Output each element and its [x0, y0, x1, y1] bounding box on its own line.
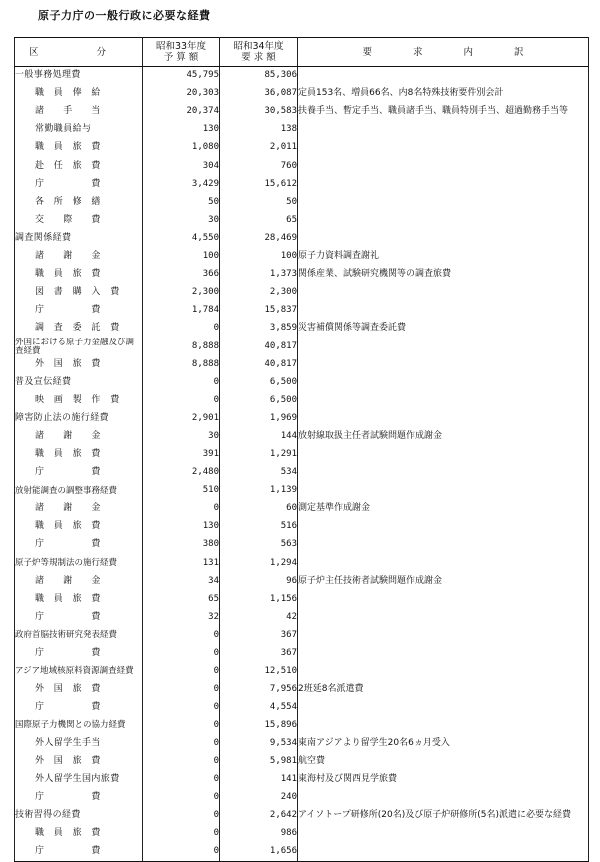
- row-fy33-amount: 0: [143, 500, 220, 518]
- row-fy33-amount: 131: [143, 554, 220, 572]
- row-fy33-amount: 2,300: [143, 284, 220, 302]
- row-fy34-amount: 563: [220, 536, 298, 554]
- row-fy34-amount: 144: [220, 428, 298, 446]
- row-breakdown: 原子力資料調査謝礼: [298, 247, 589, 265]
- row-category: 一般事務処理費: [15, 67, 143, 86]
- row-breakdown: 航空費: [298, 753, 589, 771]
- row-fy34-amount: 534: [220, 464, 298, 482]
- table-row: [15, 554, 589, 572]
- row-fy33-amount: 0: [143, 843, 220, 862]
- row-fy33-amount: 2,480: [143, 464, 220, 482]
- row-breakdown: [298, 67, 589, 86]
- row-category: 外国における原子力金融及び調査経費: [15, 338, 143, 356]
- row-fy33-amount: 130: [143, 121, 220, 139]
- row-breakdown: 東海村及び関西見学旅費: [298, 771, 589, 789]
- row-category: 国際原子力機関との協力経費: [15, 717, 143, 735]
- header-breakdown: 要 求 内 訳: [298, 38, 589, 67]
- row-fy34-amount: 1,969: [220, 410, 298, 428]
- row-fy34-amount: 1,139: [220, 482, 298, 500]
- row-category: 庁 費: [15, 645, 143, 663]
- row-fy34-amount: 2,011: [220, 139, 298, 157]
- table-row: [15, 193, 589, 211]
- row-fy33-amount: 0: [143, 392, 220, 410]
- row-fy34-amount: 30,583: [220, 103, 298, 121]
- row-fy34-amount: 367: [220, 645, 298, 663]
- row-category: 庁 費: [15, 302, 143, 320]
- table-row: [15, 843, 589, 862]
- row-fy33-amount: 0: [143, 626, 220, 644]
- row-fy33-amount: 0: [143, 771, 220, 789]
- table-row: [15, 302, 589, 320]
- row-breakdown: [298, 338, 589, 356]
- row-fy33-amount: 0: [143, 374, 220, 392]
- row-category: 庁 費: [15, 789, 143, 807]
- row-breakdown: [298, 229, 589, 247]
- table-row: [15, 699, 589, 717]
- table-row: [15, 500, 589, 518]
- row-category: 政府首脳技術研究発表経費: [15, 626, 143, 644]
- table-row: [15, 771, 589, 789]
- row-category: 図 書 購 入 費: [15, 284, 143, 302]
- row-category: 職 員 旅 費: [15, 590, 143, 608]
- row-breakdown: 関係産業、試験研究機関等の調査旅費: [298, 266, 589, 284]
- row-fy33-amount: 391: [143, 446, 220, 464]
- header-fy33-line1: 昭和33年度: [155, 41, 207, 52]
- row-category: 諸 手 当: [15, 103, 143, 121]
- table-row: [15, 266, 589, 284]
- row-category: 外人留学生手当: [15, 735, 143, 753]
- row-fy33-amount: 366: [143, 266, 220, 284]
- row-fy33-amount: 30: [143, 211, 220, 229]
- table-row: [15, 572, 589, 590]
- row-fy33-amount: 65: [143, 590, 220, 608]
- row-category: 普及宣伝経費: [15, 374, 143, 392]
- row-category: 各 所 修 繕: [15, 193, 143, 211]
- page-title: 原子力庁の一般行政に必要な経費: [38, 9, 211, 22]
- row-fy33-amount: 304: [143, 157, 220, 175]
- table-row: [15, 175, 589, 193]
- table-header-row: [15, 38, 589, 67]
- row-fy33-amount: 0: [143, 807, 220, 825]
- row-breakdown: [298, 193, 589, 211]
- row-fy34-amount: 1,373: [220, 266, 298, 284]
- table-row: [15, 247, 589, 265]
- row-fy34-amount: 15,837: [220, 302, 298, 320]
- row-category: 庁 費: [15, 464, 143, 482]
- row-fy34-amount: 15,896: [220, 717, 298, 735]
- table-row: [15, 735, 589, 753]
- row-category: 放射能調査の調整事務経費: [15, 482, 143, 500]
- row-fy33-amount: 0: [143, 789, 220, 807]
- row-fy33-amount: 8,888: [143, 338, 220, 356]
- row-fy33-amount: 4,550: [143, 229, 220, 247]
- row-category: 庁 費: [15, 175, 143, 193]
- row-fy34-amount: 3,859: [220, 320, 298, 338]
- row-category: 諸 謝 金: [15, 428, 143, 446]
- row-fy34-amount: 6,500: [220, 374, 298, 392]
- row-fy33-amount: 0: [143, 699, 220, 717]
- table-row: [15, 428, 589, 446]
- header-category-char2: 分: [96, 46, 107, 58]
- row-fy34-amount: 367: [220, 626, 298, 644]
- row-fy34-amount: 40,817: [220, 356, 298, 374]
- table-row: [15, 807, 589, 825]
- header-fy34: [220, 38, 298, 67]
- row-fy34-amount: 65: [220, 211, 298, 229]
- row-category: 庁 費: [15, 536, 143, 554]
- table-row: [15, 85, 589, 103]
- row-category: 障害防止法の施行経費: [15, 410, 143, 428]
- row-breakdown: [298, 518, 589, 536]
- table-row: [15, 211, 589, 229]
- row-category: アジア地域核原料資源調査経費: [15, 663, 143, 681]
- row-fy34-amount: 1,294: [220, 554, 298, 572]
- row-breakdown: [298, 211, 589, 229]
- row-fy33-amount: 0: [143, 735, 220, 753]
- table-row: [15, 103, 589, 121]
- row-fy34-amount: 4,554: [220, 699, 298, 717]
- row-breakdown: 測定基準作成謝金: [298, 500, 589, 518]
- row-fy33-amount: 510: [143, 482, 220, 500]
- row-breakdown: [298, 284, 589, 302]
- table-row: [15, 663, 589, 681]
- row-fy34-amount: 516: [220, 518, 298, 536]
- row-breakdown: [298, 554, 589, 572]
- row-category: 調 査 委 託 費: [15, 320, 143, 338]
- row-category: 外人留学生国内旅費: [15, 771, 143, 789]
- row-breakdown: [298, 410, 589, 428]
- row-category: 庁 費: [15, 608, 143, 626]
- table-row: [15, 374, 589, 392]
- row-breakdown: [298, 590, 589, 608]
- row-fy34-amount: 50: [220, 193, 298, 211]
- table-row: [15, 139, 589, 157]
- table-row: [15, 645, 589, 663]
- row-breakdown: 原子炉主任技術者試験問題作成謝金: [298, 572, 589, 590]
- row-breakdown: [298, 121, 589, 139]
- row-fy33-amount: 0: [143, 753, 220, 771]
- row-category: 外 国 旅 費: [15, 681, 143, 699]
- table-row: [15, 536, 589, 554]
- row-category: 諸 謝 金: [15, 572, 143, 590]
- row-category: 映 画 製 作 費: [15, 392, 143, 410]
- row-fy34-amount: 60: [220, 500, 298, 518]
- header-category-char1: 区: [29, 46, 39, 58]
- row-fy34-amount: 240: [220, 789, 298, 807]
- table-row: [15, 518, 589, 536]
- row-fy33-amount: 0: [143, 663, 220, 681]
- row-category: 庁 費: [15, 843, 143, 862]
- header-fy34-line2: 要 求 額: [241, 52, 276, 63]
- row-breakdown: アイソトープ研修所(20名)及び原子炉研修所(5名)派遣に必要な経費: [298, 807, 589, 825]
- row-fy34-amount: 5,981: [220, 753, 298, 771]
- row-fy33-amount: 30: [143, 428, 220, 446]
- row-breakdown: [298, 663, 589, 681]
- row-fy33-amount: 0: [143, 320, 220, 338]
- row-category: 常勤職員給与: [15, 121, 143, 139]
- row-category: 職 員 俸 給: [15, 85, 143, 103]
- row-category: 原子炉等規制法の施行経費: [15, 554, 143, 572]
- row-breakdown: [298, 608, 589, 626]
- row-fy33-amount: 32: [143, 608, 220, 626]
- row-breakdown: [298, 446, 589, 464]
- row-fy34-amount: 1,291: [220, 446, 298, 464]
- table-row: [15, 67, 589, 86]
- row-breakdown: [298, 645, 589, 663]
- row-breakdown: [298, 536, 589, 554]
- row-fy33-amount: 0: [143, 825, 220, 843]
- row-breakdown: [298, 374, 589, 392]
- row-fy33-amount: 8,888: [143, 356, 220, 374]
- row-category: 職 員 旅 費: [15, 446, 143, 464]
- row-category: 技術習得の経費: [15, 807, 143, 825]
- row-fy33-amount: 34: [143, 572, 220, 590]
- row-fy34-amount: 986: [220, 825, 298, 843]
- row-fy33-amount: 130: [143, 518, 220, 536]
- row-breakdown: [298, 175, 589, 193]
- table-row: [15, 825, 589, 843]
- table-row: [15, 464, 589, 482]
- row-category: 外 国 旅 費: [15, 753, 143, 771]
- row-fy33-amount: 1,784: [143, 302, 220, 320]
- row-breakdown: [298, 464, 589, 482]
- table-row: [15, 157, 589, 175]
- row-breakdown: [298, 356, 589, 374]
- table-row: [15, 753, 589, 771]
- row-breakdown: [298, 626, 589, 644]
- row-category: 諸 謝 金: [15, 500, 143, 518]
- table-row: [15, 356, 589, 374]
- row-fy34-amount: 36,087: [220, 85, 298, 103]
- row-breakdown: [298, 825, 589, 843]
- row-breakdown: [298, 789, 589, 807]
- row-breakdown: [298, 139, 589, 157]
- row-fy34-amount: 85,306: [220, 67, 298, 86]
- row-category: 諸 謝 金: [15, 247, 143, 265]
- header-fy34-line1: 昭和34年度: [233, 41, 284, 52]
- row-fy34-amount: 141: [220, 771, 298, 789]
- row-breakdown: 放射線取扱主任者試験問題作成謝金: [298, 428, 589, 446]
- row-fy34-amount: 138: [220, 121, 298, 139]
- row-fy34-amount: 2,642: [220, 807, 298, 825]
- table-row: [15, 284, 589, 302]
- row-breakdown: [298, 699, 589, 717]
- row-fy33-amount: 2,901: [143, 410, 220, 428]
- row-fy34-amount: 6,500: [220, 392, 298, 410]
- row-breakdown: 災害補償関係等調査委託費: [298, 320, 589, 338]
- row-breakdown: [298, 482, 589, 500]
- row-breakdown: [298, 302, 589, 320]
- table-row: [15, 608, 589, 626]
- row-fy34-amount: 15,612: [220, 175, 298, 193]
- row-fy33-amount: 0: [143, 681, 220, 699]
- table-row: [15, 590, 589, 608]
- row-fy34-amount: 7,956: [220, 681, 298, 699]
- row-breakdown: [298, 157, 589, 175]
- row-fy34-amount: 100: [220, 247, 298, 265]
- row-fy33-amount: 380: [143, 536, 220, 554]
- row-category: 職 員 旅 費: [15, 825, 143, 843]
- row-fy33-amount: 100: [143, 247, 220, 265]
- table-row: [15, 121, 589, 139]
- table-row: [15, 626, 589, 644]
- row-breakdown: [298, 843, 589, 862]
- row-breakdown: 定員153名、増員66名、内8名特殊技術要件別会計: [298, 85, 589, 103]
- row-fy34-amount: 40,817: [220, 338, 298, 356]
- table-row: [15, 789, 589, 807]
- row-breakdown: [298, 392, 589, 410]
- row-fy34-amount: 12,510: [220, 663, 298, 681]
- row-fy34-amount: 760: [220, 157, 298, 175]
- row-fy34-amount: 96: [220, 572, 298, 590]
- row-fy34-amount: 42: [220, 608, 298, 626]
- table-row: [15, 717, 589, 735]
- row-breakdown: 東南アジアより留学生20名6ヵ月受入: [298, 735, 589, 753]
- table-row: [15, 681, 589, 699]
- row-breakdown: 2班延8名派遣費: [298, 681, 589, 699]
- row-category: 交 際 費: [15, 211, 143, 229]
- table-row: [15, 392, 589, 410]
- row-category: 調査関係経費: [15, 229, 143, 247]
- row-category: 職 員 旅 費: [15, 518, 143, 536]
- row-breakdown: 扶養手当、暫定手当、職員諸手当、職員特別手当、超過勤務手当等: [298, 103, 589, 121]
- row-fy33-amount: 1,080: [143, 139, 220, 157]
- row-fy34-amount: 28,469: [220, 229, 298, 247]
- table-row: [15, 482, 589, 500]
- row-fy33-amount: 3,429: [143, 175, 220, 193]
- row-fy33-amount: 50: [143, 193, 220, 211]
- row-fy33-amount: 20,374: [143, 103, 220, 121]
- row-category: 外 国 旅 費: [15, 356, 143, 374]
- header-category: [15, 38, 143, 67]
- header-fy33: [143, 38, 220, 67]
- table-row: [15, 338, 589, 356]
- row-category: 職 員 旅 費: [15, 139, 143, 157]
- row-breakdown: [298, 717, 589, 735]
- table-row: [15, 320, 589, 338]
- header-fy33-line2: 予 算 額: [163, 52, 199, 63]
- row-category: 赴 任 旅 費: [15, 157, 143, 175]
- table-row: [15, 446, 589, 464]
- table-row: [15, 229, 589, 247]
- row-category: 職 員 旅 費: [15, 266, 143, 284]
- row-fy34-amount: 1,156: [220, 590, 298, 608]
- row-fy33-amount: 0: [143, 645, 220, 663]
- row-fy34-amount: 9,534: [220, 735, 298, 753]
- budget-table: [14, 37, 589, 862]
- row-category: 庁 費: [15, 699, 143, 717]
- table-row: [15, 410, 589, 428]
- row-fy33-amount: 45,795: [143, 67, 220, 86]
- row-fy34-amount: 1,656: [220, 843, 298, 862]
- row-fy33-amount: 20,303: [143, 85, 220, 103]
- row-fy33-amount: 0: [143, 717, 220, 735]
- row-fy34-amount: 2,300: [220, 284, 298, 302]
